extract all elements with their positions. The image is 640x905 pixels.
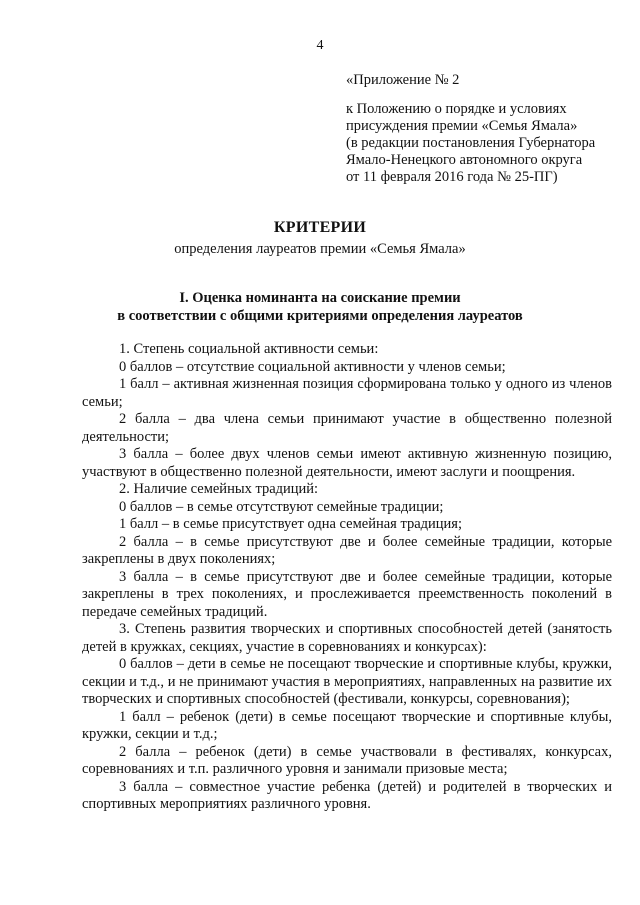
criterion-paragraph: 1 балл – в семье присутствует одна семейная традиция; (119, 516, 463, 532)
section-heading (0, 290, 640, 325)
appendix-title: «Приложение № 2 (346, 72, 460, 88)
document-subtitle: определения лауреатов премии «Семья Ямала» (174, 241, 466, 257)
document-title: КРИТЕРИИ (273, 219, 367, 236)
criterion-paragraph: 1 балл – активная жизненная позиция сформирована только у одного из членов семьи; (82, 376, 612, 410)
appendix-line: к Положению о порядке и условиях (346, 101, 567, 117)
appendix-line: присуждения премии «Семья Ямала» (346, 118, 578, 134)
criterion-paragraph: 2 балла – в семье присутствуют две и более семейные традиции, которые закреплены в двух поколениях; (82, 533, 612, 567)
criterion-paragraph: 2. Наличие семейных традиций: (119, 481, 319, 497)
criterion-paragraph: 2 балла – два члена семьи принимают участие в общественно полезной деятельности; (82, 411, 612, 445)
appendix-line: (в редакции постановления Губернатора (346, 135, 596, 151)
criterion-paragraph: 0 баллов – отсутствие социальной активности у членов семьи; (119, 358, 506, 375)
appendix-line: Ямало-Ненецкого автономного округа (346, 152, 583, 168)
criteria-body (82, 341, 612, 814)
criterion-paragraph: 3 балла – в семье присутствуют две и более семейные традиции, которые закреплены в трех поколениях, и прослеживается преемственность поколений в передаче семейных традиций. (82, 568, 612, 620)
appendix-line: от 11 февраля 2016 года № 25-ПГ) (346, 169, 558, 185)
criterion-paragraph: 0 баллов – дети в семье не посещают творческие и спортивные клубы, кружки, секции и т.д., и не принимают участия в мероприятиях, направленных на развитие их творческих и спортивных способностей (фестивали, конкурсы, соревнования); (82, 656, 612, 707)
criterion-paragraph: 3 балла – более двух членов семьи имеют активную жизненную позицию, участвуют в общественно полезной деятельности, имеют заслуги и поощрения. (82, 446, 612, 480)
criterion-paragraph: 1 балл – ребенок (дети) в семье посещают творческие и спортивные клубы, кружки, секции и т.д.; (82, 708, 612, 742)
section-heading-line: в соответствии с общими критериями определения лауреатов (117, 307, 523, 324)
criterion-paragraph: 3 балла – совместное участие ребенка (детей) и родителей в творческих и спортивных мероприятиях различного уровня. (82, 778, 612, 812)
criterion-paragraph: 2 балла – ребенок (дети) в семье участвовали в фестивалях, конкурсах, соревнованиях и т.п. различного уровня и занимали призовые места; (82, 743, 612, 777)
criterion-paragraph: 0 баллов – в семье отсутствуют семейные традиции; (119, 498, 444, 515)
criterion-paragraph: 1. Степень социальной активности семьи: (119, 341, 379, 357)
appendix-block (346, 72, 626, 186)
section-heading-line: I. Оценка номинанта на соискание премии (179, 290, 461, 306)
criterion-paragraph: 3. Степень развития творческих и спортивных способностей детей (занятость детей в кружках, секциях, участие в соревнованиях и конкурсах): (82, 621, 612, 655)
page-number: 4 (316, 38, 324, 53)
